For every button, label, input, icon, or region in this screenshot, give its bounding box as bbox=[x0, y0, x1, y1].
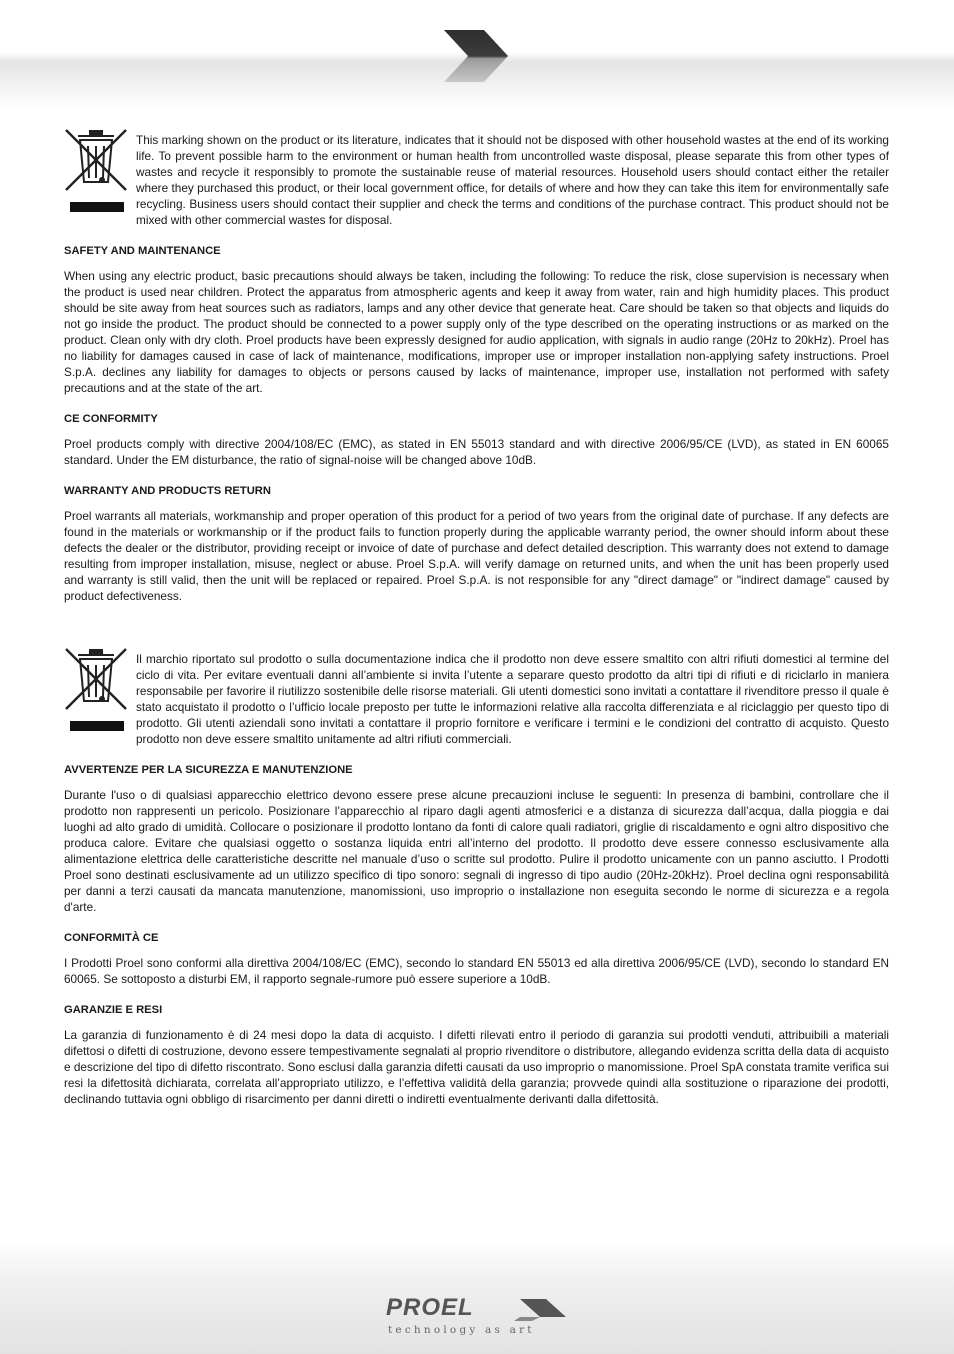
section-heading-ce: CE CONFORMITY bbox=[64, 413, 158, 425]
warranty-text: Proel warrants all materials, workmanship and proper operation of this product for a period of two years from the original date of purchase. If any defects are found in the materials or workmanship or if the product fails to function properly during the applicable warranty period, the owner should inform about these defects the dealer or the distributor, providing receipt or invoice of date of purchase and defect detailed description. This warranty does not extend to damage resulting from improper installation, misuse, neglect or abuse. Proel S.p.A. will verify damage on returned units, and when the unit has been properly used and warranty is still valid, then the unit will be replaced or repaired. Proel S.p.A. is not responsible for any "direct damage" or "indirect damage" caused by product defectiveness. bbox=[64, 509, 889, 603]
section-heading-warranty: GARANZIE E RESI bbox=[64, 1004, 163, 1016]
document-body bbox=[64, 132, 889, 1107]
ce-text: I Prodotti Proel sono conformi alla direttiva 2004/108/EC (EMC), secondo lo standard EN 55013 ed alla direttiva 2006/95/CE (LVD), secondo lo standard EN 60065. Se sottoposto a disturbi EM, il rapporto segnale-rumore può essere superiore a 10dB. bbox=[64, 956, 889, 986]
safety-text: When using any electric product, basic precautions should always be taken, including the following: To reduce the risk, close supervision is necessary when the product is used near children. Protect the apparatus from atmospheric agents and keep it away from water, rain and high humidity places. This product should be site away from heat sources such as radiators, lamps and any other device that generate heat. Care should be taken so that objects and liquids do not go inside the product. The product should be connected to a power supply only of the type described on the operating instructions or as marked on the product. Clean only with dry cloth. Proel products have been expressly designed for audio application, with signals in audio range (20Hz to 20kHz). Proel has no liability for damages caused in case of lack of maintenance, modifications, improper use or improper installation non-applying safety instructions. Proel S.p.A. declines any liability for damages to objects or persons caused by lacks of maintenance, improper use, installation not performed with safety precautions and at the state of the art. bbox=[64, 269, 889, 395]
ce-text: Proel products comply with directive 2004/108/EC (EMC), as stated in EN 55013 standard and with directive 2006/95/CE (LVD), as stated in EN 60065 standard. Under the EM disturbance, the ratio of signal-noise will be changed above 10dB. bbox=[64, 437, 889, 467]
brand-logo: PROEL bbox=[386, 1294, 474, 1321]
section-heading-ce: CONFORMITÀ CE bbox=[64, 932, 159, 944]
weee-notice-en bbox=[64, 132, 889, 228]
arrow-chevron-icon bbox=[440, 28, 512, 84]
section-heading-safety: SAFETY AND MAINTENANCE bbox=[64, 245, 221, 257]
weee-text: Il marchio riportato sul prodotto o sulla documentazione indica che il prodotto non deve essere smaltito con altri rifiuti domestici al termine del ciclo di vita. Per evitare eventuali danni all’ambiente si invita l’utente a separare questo prodotto da altri tipi di rifiuti e di riciclarlo in maniera responsabile per favorire il riutilizzo sostenibile delle risorse materiali. Gli utenti domestici sono invitati a contattare il rivenditore presso il quale è stato acquistato il prodotto o l’ufficio locale preposto per tutte le informazioni relative alla raccolta differenziata e al riciclaggio per questo tipo di prodotto. Gli utenti aziendali sono invitati a contattare il proprio fornitore e verificare i termini e le condizioni del contratto di acquisto. Questo prodotto non deve essere smaltito unitamente ad altri rifiuti commerciali. bbox=[136, 652, 889, 746]
section-heading-safety: AVVERTENZE PER LA SICUREZZA E MANUTENZIONE bbox=[64, 764, 353, 776]
warranty-text: La garanzia di funzionamento è di 24 mesi dopo la data di acquisto. I difetti rilevati entro il periodo di garanzia sui prodotti venduti, attribuibili a materiali difettosi o difetti di costruzione, devono essere tempestivamente segnalati al proprio rivenditore o distributore, allegando evidenza scritta della data di acquisto e descrizione del tipo di difetto riscontrato. Sono esclusi dalla garanzia difetti causati da uso improprio o manomissione. Proel SpA constata tramite verifica sui resi la difettosità dichiarata, correlata all’appropriato utilizzo, e l’effettiva validità della garanzia; provvede quindi alla sostituzione o riparazione dei prodotti, declinando tuttavia ogni obbligo di risarcimento per danni diretti o indiretti eventualmente derivanti dalla difettosità. bbox=[64, 1028, 889, 1106]
crossed-bin-icon bbox=[64, 128, 128, 220]
section-heading-warranty: WARRANTY AND PRODUCTS RETURN bbox=[64, 485, 271, 497]
crossed-bin-icon bbox=[64, 647, 128, 739]
weee-notice-it bbox=[64, 651, 889, 747]
weee-text: This marking shown on the product or its literature, indicates that it should not be disposed with other household wastes at the end of its working life. To prevent possible harm to the environment or human health from uncontrolled waste disposal, please separate this from other types of wastes and recycle it responsibly to promote the sustainable reuse of material resources. Household users should contact either the retailer where they purchased this product, or their local government office, for details of where and how they can take this item for environmentally safe recycling. Business users should contact their supplier and check the terms and conditions of the purchase contract. This product should not be mixed with other commercial wastes for disposal. bbox=[136, 133, 889, 227]
brand-tagline: technology as art bbox=[388, 1324, 535, 1336]
safety-text: Durante l'uso o di qualsiasi apparecchio elettrico devono essere prese alcune precauzioni incluse le seguenti: In presenza di bambini, controllare che il prodotto non rappresenti un pericolo. Posizionare l’apparecchio al riparo dagli agenti atmosferici e a distanza di sicurezza dall’acqua, dalla pioggia e dai luoghi ad alto grado di umidità. Collocare o posizionare il prodotto lontano da fonti di calore quali radiatori, griglie di riscaldamento e ogni altro dispositivo che produca calore. Evitare che qualsiasi oggetto o sostanza liquida entri all’interno del prodotto. Il prodotto deve essere connesso esclusivamente alla alimentazione elettrica delle caratteristiche descritte nel manuale d’uso o scritte sul prodotto. Pulire il prodotto unicamente con un panno asciutto. I Prodotti Proel sono destinati esclusivamente ad un utilizzo specifico di tipo sonoro: segnali di ingresso di tipo audio (20Hz-20kHz). Proel declina ogni responsabilità per danni a terzi causati da mancata manutenzione, manomissioni, uso improprio o installazione non eseguita secondo le norme di sicurezza e a regola d'arte. bbox=[64, 788, 889, 914]
